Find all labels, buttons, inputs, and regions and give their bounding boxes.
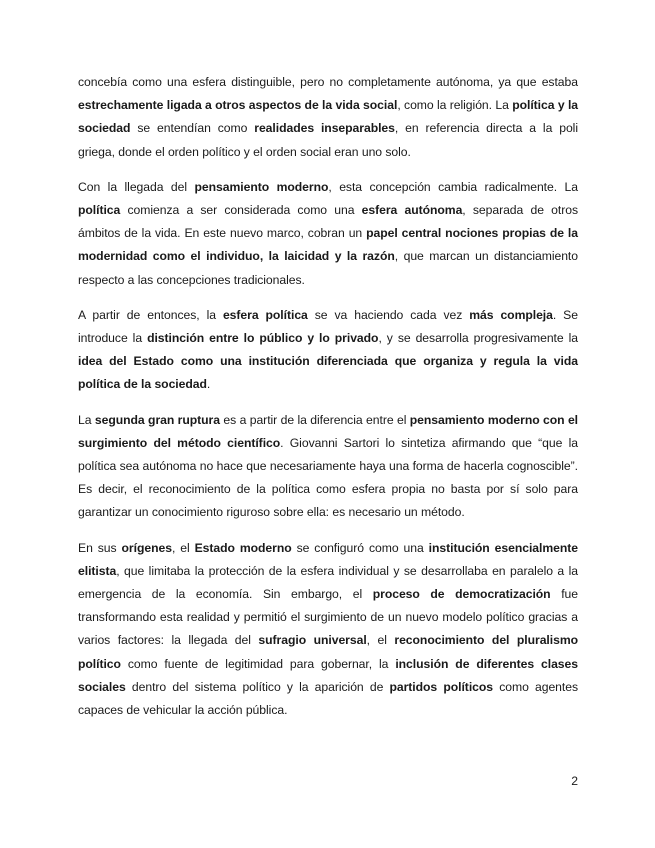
bold-text-run: más compleja [469, 307, 553, 322]
bold-text-run: proceso de democratización [372, 587, 551, 602]
text-run: , el [366, 633, 395, 648]
text-run: fue transformando esta realidad y permitió el surgimiento de un nuevo modelo político gracias a varios factores: la llegada del [78, 587, 578, 648]
page-number: 2 [571, 774, 578, 788]
text-run: , que limitaba la protección de la esfera individual y se desarrollaba en paralelo a la emergencia de la economía. Sin embargo, el [78, 563, 578, 602]
text-run: es a partir de la diferencia entre el [219, 412, 410, 427]
document-page [78, 71, 578, 734]
text-run: , y se desarrolla progresivamente la [378, 331, 578, 346]
bold-text-run: institución esencialmente elitista [78, 540, 579, 578]
text-run: , esta concepción cambia radicalmente. La [328, 179, 578, 194]
text-run: La [78, 412, 95, 427]
bold-text-run: pensamiento moderno [194, 179, 329, 194]
text-run: En sus [78, 540, 122, 555]
bold-text-run: idea del Estado como una institución diferenciada que organiza y regula la vida política de la sociedad [78, 354, 578, 392]
text-run: comienza a ser considerada como una [120, 203, 362, 218]
text-run: se entendían como [130, 121, 255, 136]
text-run: se configuró como una [291, 540, 429, 555]
text-run: se va haciendo cada vez [307, 307, 470, 322]
paragraph-5 [78, 537, 578, 723]
text-run: dentro del sistema político y la aparición de [125, 679, 390, 694]
text-run: como fuente de legitimidad para gobernar, la [120, 656, 396, 671]
text-run: , el [171, 540, 195, 555]
text-run: . Giovanni Sartori lo sintetiza afirmando que “que la política sea autónoma no hace que necesariamente haya una forma de hacerla cognoscible”. Es decir, el reconocimiento de la política como esfera propia no basta por sí solo para garantizar un conocimiento riguroso sobre ella: es necesario un método. [78, 435, 578, 520]
bold-text-run: inclusión de diferentes clases sociales [78, 656, 578, 694]
bold-text-run: esfera autónoma [361, 203, 463, 218]
text-run: , como la religión. La [397, 98, 513, 113]
paragraph-1 [78, 71, 578, 164]
paragraph-3 [78, 304, 578, 397]
text-run: concebía como una esfera distinguible, pero no completamente autónoma, ya que estaba [78, 75, 578, 89]
text-run: A partir de entonces, la [78, 307, 223, 322]
bold-text-run: papel central nociones propias de la modernidad como el individuo, la laicidad y la razón [78, 226, 578, 264]
bold-text-run: política [78, 203, 121, 218]
paragraph-4 [78, 409, 578, 525]
text-run: Con la llegada del [78, 179, 195, 194]
text-run: , en referencia directa a la poli griega, donde el orden político y el orden social eran uno solo. [78, 121, 578, 159]
bold-text-run: Estado moderno [194, 540, 292, 555]
text-run: como agentes capaces de vehicular la acción pública. [78, 679, 579, 718]
bold-text-run: reconocimiento del pluralismo político [78, 633, 579, 671]
bold-text-run: distinción entre lo público y lo privado [147, 331, 379, 346]
paragraph-2 [78, 176, 578, 292]
bold-text-run: sufragio universal [258, 633, 367, 648]
text-run: , separada de otros ámbitos de la vida. En este nuevo marco, cobran un [78, 203, 578, 241]
bold-text-run: política y la sociedad [78, 98, 579, 136]
bold-text-run: orígenes [121, 540, 172, 555]
bold-text-run: esfera política [222, 307, 308, 322]
text-run: , que marcan un distanciamiento respecto a las concepciones tradicionales. [78, 249, 578, 287]
text-run: . Se introduce la [78, 307, 578, 346]
bold-text-run: partidos políticos [389, 679, 494, 694]
bold-text-run: estrechamente ligada a otros aspectos de la vida social [78, 98, 398, 113]
text-run: . [206, 377, 211, 392]
bold-text-run: realidades inseparables [254, 121, 395, 136]
bold-text-run: pensamiento moderno con el surgimiento del método científico [78, 412, 579, 450]
bold-text-run: segunda gran ruptura [94, 412, 220, 427]
